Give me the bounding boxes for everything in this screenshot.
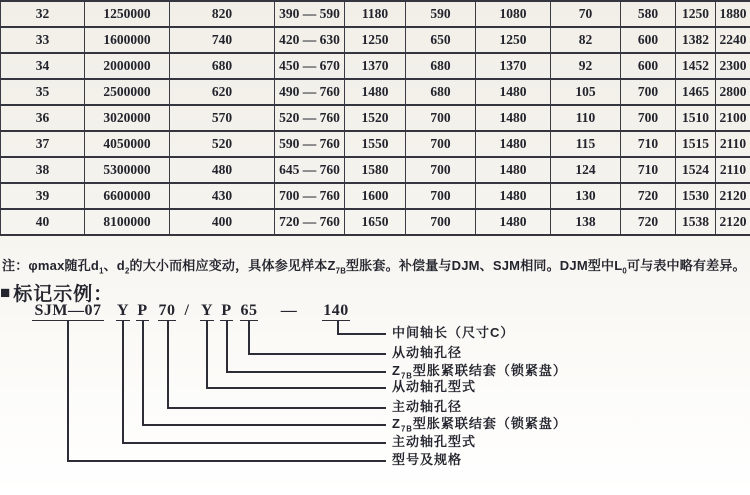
table-cell: 700 bbox=[406, 131, 476, 157]
marking-code-token-y1: Y bbox=[116, 302, 130, 319]
table-cell: 390 — 590 bbox=[275, 1, 345, 27]
section-bullet-icon: ■ bbox=[0, 283, 12, 302]
table-cell: 32 bbox=[1, 1, 85, 27]
table-cell: 124 bbox=[551, 157, 621, 183]
marking-code-token-65: 65 bbox=[240, 302, 258, 319]
table-cell: 645 — 760 bbox=[275, 157, 345, 183]
connector-line bbox=[248, 321, 250, 353]
table-cell: 1600 bbox=[345, 183, 406, 209]
table-cell: 33 bbox=[1, 27, 85, 53]
table-cell: 1370 bbox=[476, 53, 551, 79]
table-cell: 400 bbox=[170, 209, 275, 235]
table-cell: 720 bbox=[621, 183, 676, 209]
marking-code-token-p2: P bbox=[221, 302, 232, 319]
table-cell: 37 bbox=[1, 131, 85, 157]
table-cell: 2110 bbox=[716, 131, 750, 157]
table-cell: 1600000 bbox=[85, 27, 170, 53]
table-cell: 1530 bbox=[676, 183, 716, 209]
spec-table bbox=[0, 0, 750, 236]
table-row bbox=[1, 79, 750, 105]
table-cell: 130 bbox=[551, 183, 621, 209]
connector-line bbox=[226, 371, 386, 373]
table-cell: 700 — 760 bbox=[275, 183, 345, 209]
table-cell: 700 bbox=[406, 183, 476, 209]
table-cell: 36 bbox=[1, 105, 85, 131]
marking-code-token-model: SJM—07 bbox=[32, 302, 104, 321]
table-row bbox=[1, 53, 750, 79]
table-cell: 138 bbox=[551, 209, 621, 235]
table-cell: 2120 bbox=[716, 183, 750, 209]
table-cell: 4050000 bbox=[85, 131, 170, 157]
marking-label-driving-locking-sleeve: $Z_{7B}$型胀紧联结套（锁紧盘） bbox=[392, 416, 567, 434]
table-cell: 710 bbox=[621, 131, 676, 157]
table-cell: 1080 bbox=[476, 1, 551, 27]
section-title: 标记示例： bbox=[13, 284, 114, 305]
table-cell: 570 bbox=[170, 105, 275, 131]
table-cell: 1250000 bbox=[85, 1, 170, 27]
table-cell: 520 bbox=[170, 131, 275, 157]
table-cell: 650 bbox=[406, 27, 476, 53]
table-cell: 1250 bbox=[476, 27, 551, 53]
marking-code-slash: / bbox=[184, 302, 190, 319]
marking-label-driving-bore-diameter: 主动轴孔径 bbox=[392, 399, 463, 414]
connector-line bbox=[206, 387, 386, 389]
table-cell: 105 bbox=[551, 79, 621, 105]
table-cell: 1250 bbox=[345, 27, 406, 53]
connector-line bbox=[67, 460, 386, 462]
table-cell: 580 bbox=[621, 1, 676, 27]
table-cell: 420 — 630 bbox=[275, 27, 345, 53]
marking-code-token-y2: Y bbox=[200, 302, 214, 319]
table-cell: 450 — 670 bbox=[275, 53, 345, 79]
table-row bbox=[1, 157, 750, 183]
table-cell: 40 bbox=[1, 209, 85, 235]
table-cell: 1880 bbox=[716, 1, 750, 27]
table-cell: 430 bbox=[170, 183, 275, 209]
table-cell: 700 bbox=[406, 209, 476, 235]
spec-table-body bbox=[1, 1, 750, 235]
table-cell: 3020000 bbox=[85, 105, 170, 131]
table-cell: 680 bbox=[170, 53, 275, 79]
table-cell: 5300000 bbox=[85, 157, 170, 183]
table-row bbox=[1, 131, 750, 157]
marking-code-token-140: 140 bbox=[323, 302, 349, 319]
table-cell: 1650 bbox=[345, 209, 406, 235]
table-cell: 700 bbox=[621, 79, 676, 105]
table-cell: 700 bbox=[621, 105, 676, 131]
table-cell: 1538 bbox=[676, 209, 716, 235]
connector-line bbox=[142, 424, 386, 426]
table-cell: 82 bbox=[551, 27, 621, 53]
table-cell: 2110 bbox=[716, 157, 750, 183]
table-cell: 38 bbox=[1, 157, 85, 183]
table-cell: 8100000 bbox=[85, 209, 170, 235]
connector-line bbox=[122, 442, 386, 444]
table-cell: 35 bbox=[1, 79, 85, 105]
table-cell: 680 bbox=[406, 79, 476, 105]
table-cell: 1480 bbox=[476, 209, 551, 235]
table-cell: 39 bbox=[1, 183, 85, 209]
table-cell: 2120 bbox=[716, 209, 750, 235]
table-cell: 110 bbox=[551, 105, 621, 131]
table-cell: 1465 bbox=[676, 79, 716, 105]
table-cell: 2800 bbox=[716, 79, 750, 105]
table-cell: 2240 bbox=[716, 27, 750, 53]
table-row bbox=[1, 209, 750, 235]
table-cell: 6600000 bbox=[85, 183, 170, 209]
table-cell: 1524 bbox=[676, 157, 716, 183]
table-cell: 1382 bbox=[676, 27, 716, 53]
table-cell: 590 bbox=[406, 1, 476, 27]
table-cell: 700 bbox=[406, 157, 476, 183]
table-cell: 92 bbox=[551, 53, 621, 79]
table-cell: 710 bbox=[621, 157, 676, 183]
table-cell: 1452 bbox=[676, 53, 716, 79]
marking-label-driven-locking-sleeve: $Z_{7B}$型胀紧联结套（锁紧盘） bbox=[392, 363, 567, 381]
marking-label-intermediate-shaft-length: 中间轴长（尺寸C） bbox=[392, 325, 515, 340]
connector-line bbox=[167, 407, 386, 409]
table-cell: 1480 bbox=[476, 157, 551, 183]
table-cell: 1480 bbox=[476, 183, 551, 209]
table-cell: 1250 bbox=[676, 1, 716, 27]
table-cell: 1510 bbox=[676, 105, 716, 131]
connector-line bbox=[206, 321, 208, 387]
marking-code-token-p1: P bbox=[137, 302, 148, 319]
connector-line bbox=[122, 321, 124, 442]
table-cell: 1515 bbox=[676, 131, 716, 157]
table-cell: 620 bbox=[170, 79, 275, 105]
table-cell: 590 — 760 bbox=[275, 131, 345, 157]
table-cell: 2300 bbox=[716, 53, 750, 79]
connector-line bbox=[142, 321, 144, 424]
table-cell: 490 — 760 bbox=[275, 79, 345, 105]
table-cell: 1480 bbox=[476, 131, 551, 157]
connector-line bbox=[226, 321, 228, 371]
table-cell: 2100 bbox=[716, 105, 750, 131]
connector-line bbox=[67, 321, 69, 460]
table-cell: 720 — 760 bbox=[275, 209, 345, 235]
table-cell: 2500000 bbox=[85, 79, 170, 105]
table-cell: 1480 bbox=[476, 105, 551, 131]
table-cell: 1580 bbox=[345, 157, 406, 183]
table-cell: 2000000 bbox=[85, 53, 170, 79]
connector-line bbox=[167, 321, 169, 407]
table-cell: 34 bbox=[1, 53, 85, 79]
table-cell: 700 bbox=[406, 105, 476, 131]
table-cell: 1550 bbox=[345, 131, 406, 157]
table-row bbox=[1, 1, 750, 27]
table-cell: 1370 bbox=[345, 53, 406, 79]
table-row bbox=[1, 183, 750, 209]
table-row bbox=[1, 27, 750, 53]
table-cell: 740 bbox=[170, 27, 275, 53]
table-cell: 1520 bbox=[345, 105, 406, 131]
table-cell: 820 bbox=[170, 1, 275, 27]
marking-label-driven-bore-type: 从动轴孔型式 bbox=[392, 379, 477, 394]
table-cell: 1480 bbox=[345, 79, 406, 105]
table-cell: 600 bbox=[621, 53, 676, 79]
connector-line bbox=[248, 353, 386, 355]
marking-code-dash: — bbox=[280, 302, 298, 319]
table-cell: 480 bbox=[170, 157, 275, 183]
connector-line bbox=[337, 321, 339, 333]
table-cell: 720 bbox=[621, 209, 676, 235]
table-cell: 600 bbox=[621, 27, 676, 53]
table-cell: 680 bbox=[406, 53, 476, 79]
table-cell: 520 — 760 bbox=[275, 105, 345, 131]
connector-line bbox=[337, 333, 386, 335]
table-cell: 1480 bbox=[476, 79, 551, 105]
table-cell: 1180 bbox=[345, 1, 406, 27]
table-cell: 115 bbox=[551, 131, 621, 157]
marking-label-model-and-spec: 型号及规格 bbox=[392, 452, 463, 467]
marking-label-driving-bore-type: 主动轴孔型式 bbox=[392, 434, 477, 449]
marking-code-token-70: 70 bbox=[158, 302, 176, 319]
table-row bbox=[1, 105, 750, 131]
table-cell: 70 bbox=[551, 1, 621, 27]
marking-label-driven-bore-diameter: 从动轴孔径 bbox=[392, 345, 463, 360]
table-note: 注：φmax随孔$d_1$、$d_2$的大小而相应变动，具体参见样本$Z_{7B}$型胀套。补偿量与DJM、SJM相同。DJM型中$L_0$可与表中略有差异。 bbox=[2, 258, 746, 276]
